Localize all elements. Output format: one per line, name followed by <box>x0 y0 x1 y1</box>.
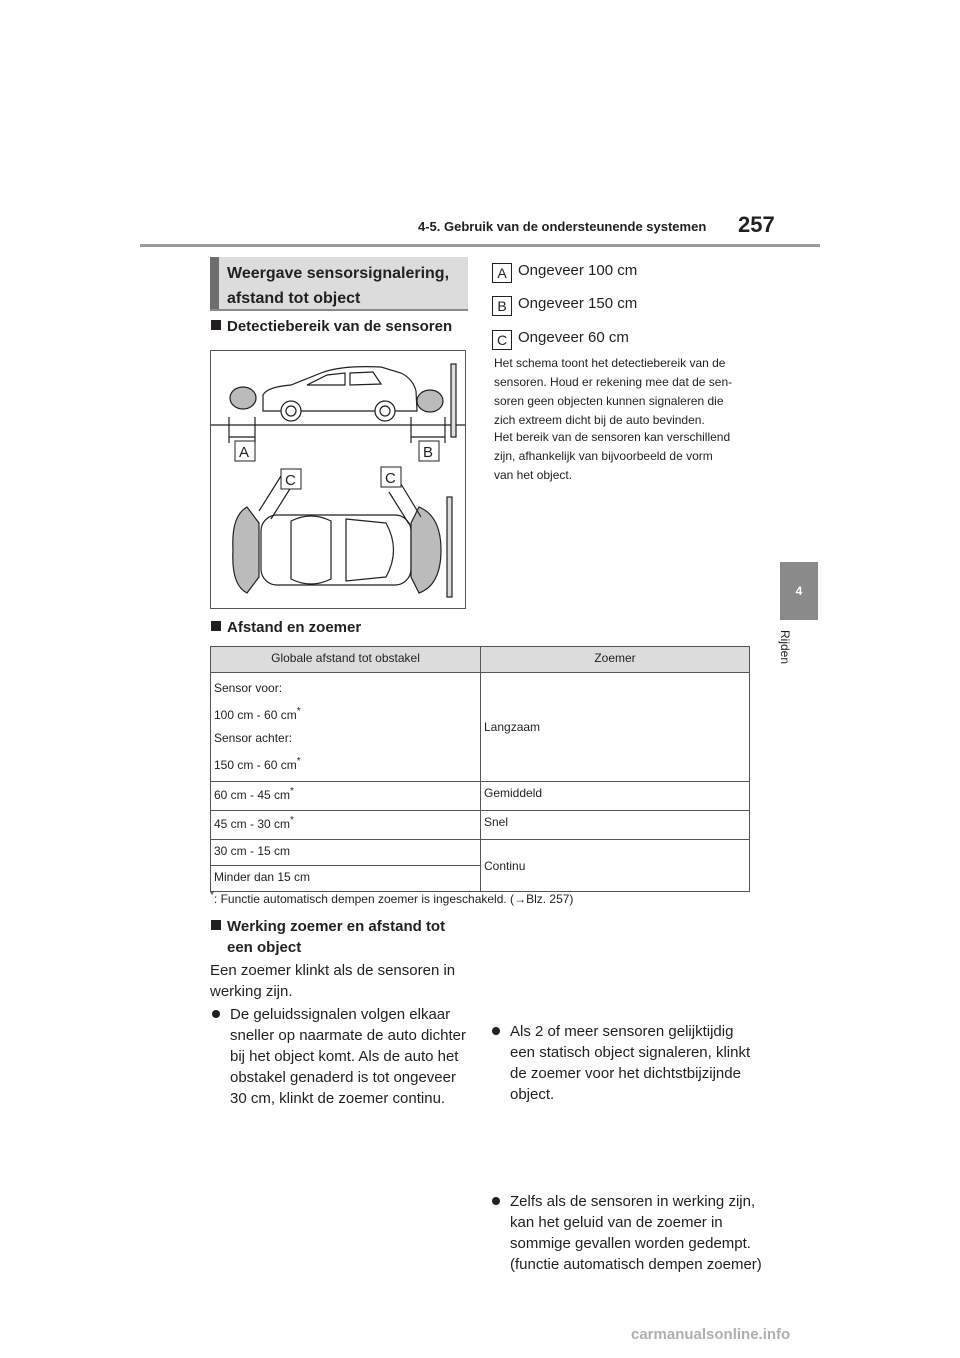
watermark: carmanualsonline.info <box>631 1326 791 1343</box>
intro-paragraph: Een zoemer klinkt als de sensoren in werking zijn. <box>210 962 456 1000</box>
dim-c-left-1 <box>259 476 281 511</box>
dim-c-right-1 <box>401 484 421 517</box>
sensor-range-diagram <box>210 350 466 609</box>
table-header-row <box>211 647 750 673</box>
top-lobe-rear <box>233 507 259 593</box>
wheel-front <box>281 401 301 421</box>
section-title-box <box>210 257 468 309</box>
square-bullet-icon <box>211 320 221 330</box>
label-a: A <box>239 444 250 461</box>
heading-buzzer-operation: Werking zoemer en afstand tot een object <box>211 916 445 958</box>
table-cell: Langzaam <box>481 673 750 782</box>
square-bullet-icon <box>211 920 221 930</box>
top-lobe-front <box>411 507 441 593</box>
note-paragraph-2: Het bereik van de sensoren kan verschillend zijn, afhankelijk van bijvoorbeeld de vorm van het object. <box>494 430 731 482</box>
table-header: Globale afstand tot obstakel <box>211 647 481 673</box>
table-cell: 45 cm - 30 cm* <box>211 811 481 840</box>
table-row <box>211 673 750 782</box>
table-row <box>211 782 750 811</box>
bullet-dot-icon <box>492 1197 500 1205</box>
chapter-title: Rijden <box>778 630 792 665</box>
table-cell: Minder dan 15 cm <box>211 866 481 892</box>
car-top-body <box>261 515 411 585</box>
legend-item-c: C Ongeveer 60 cm <box>492 329 629 350</box>
bullet-dot-icon <box>492 1027 500 1035</box>
sensor-lobe-front <box>230 387 256 409</box>
wheel-rear <box>375 401 395 421</box>
legend-key-a: A <box>492 263 512 283</box>
table-cell: Gemiddeld <box>481 782 750 811</box>
wall-side <box>451 364 456 437</box>
table-cell: Snel <box>481 811 750 840</box>
label-c-left: C <box>285 472 296 489</box>
label-b: B <box>423 444 434 461</box>
section-header: 4-5. Gebruik van de ondersteunende systemen <box>418 219 707 234</box>
table-header: Zoemer <box>481 647 750 673</box>
label-c-right: C <box>385 470 396 487</box>
table-cell: 60 cm - 45 cm* <box>211 782 481 811</box>
table-row <box>211 840 750 866</box>
section-title-line1: Weergave sensorsignalering, <box>227 265 450 282</box>
bullet-item-2: Als 2 of meer sensoren gelijktijdig een statisch object signaleren, klinkt de zoemer voor het dichtstbijzijnde object. <box>492 1021 780 1105</box>
heading-distance-buzzer: Afstand en zoemer <box>211 619 361 636</box>
distance-buzzer-table <box>210 646 750 892</box>
section-title-line2: afstand tot object <box>227 290 361 307</box>
heading-detection-range: Detectiebereik van de sensoren <box>211 318 452 335</box>
legend-key-b: B <box>492 296 512 316</box>
header-rule <box>140 244 820 247</box>
square-bullet-icon <box>211 621 221 631</box>
legend-key-c: C <box>492 330 512 350</box>
title-underline <box>210 309 468 311</box>
table-cell: Continu <box>481 840 750 892</box>
page-number: 257 <box>738 212 775 237</box>
bullet-item-1: De geluidssignalen volgen elkaar sneller op naarmate de auto dichter bij het object komt. Als de auto het obstakel genaderd is tot ongeveer 30 cm, klinkt de zoemer continu. <box>212 1004 490 1109</box>
table-row <box>211 811 750 840</box>
note-paragraph-1: Het schema toont het detectiebereik van de sensoren. Houd er rekening mee dat de sen- soren geen objecten kunnen signaleren die zich extreem dicht bij de auto bevinden. <box>494 356 733 427</box>
wall-top <box>447 497 452 597</box>
sensor-lobe-rear <box>417 390 443 412</box>
legend-item-a: A Ongeveer 100 cm <box>492 262 637 283</box>
diagram-svg <box>211 351 465 608</box>
bullet-item-3: Zelfs als de sensoren in werking zijn, kan het geluid van de zoemer in sommige gevallen worden gedempt. (functie automatisch dempen zoemer) <box>492 1191 780 1275</box>
chapter-tab: 4 <box>780 562 818 620</box>
table-cell: 30 cm - 15 cm <box>211 840 481 866</box>
bullet-dot-icon <box>212 1010 220 1018</box>
legend-item-b: B Ongeveer 150 cm <box>492 295 637 316</box>
table-cell: Sensor voor: 100 cm - 60 cm* Sensor achter: 150 cm - 60 cm* <box>211 673 481 782</box>
table-footnote: *: Functie automatisch dempen zoemer is ingeschakeld. (→Blz. 257) <box>210 890 574 906</box>
